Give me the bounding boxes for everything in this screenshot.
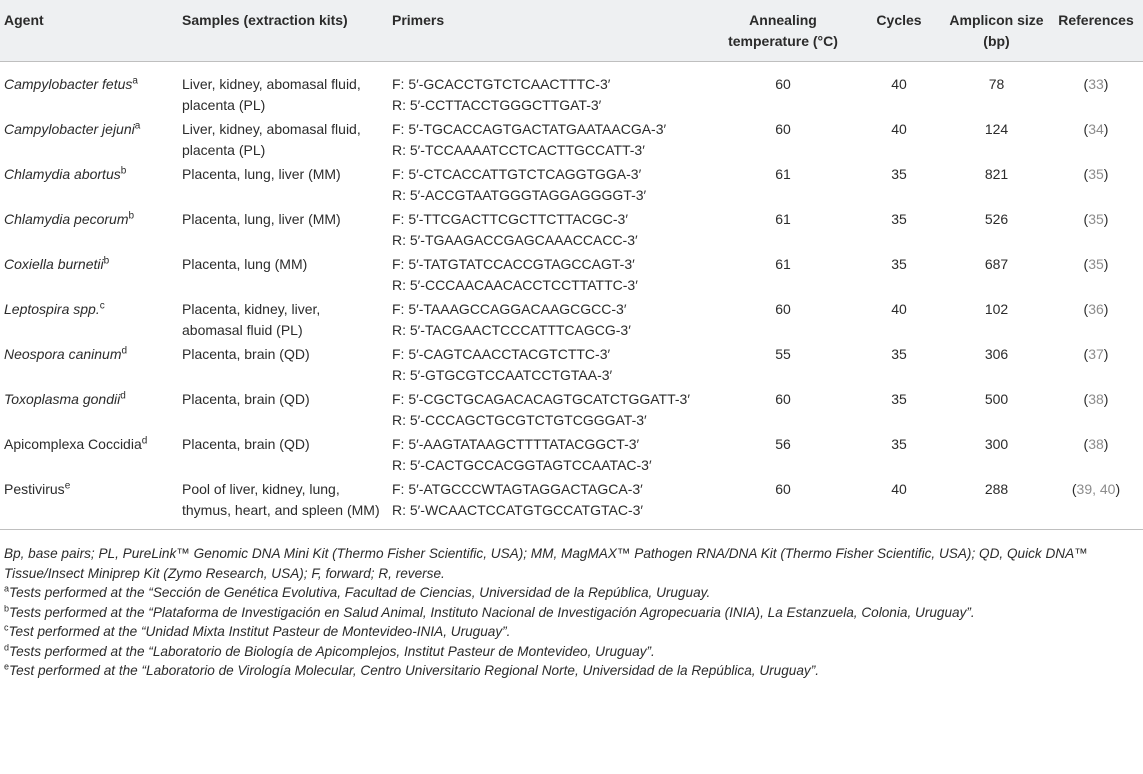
footnote-item (4, 661, 1139, 681)
footnote-marker: b (128, 210, 135, 222)
footnote-marker: b (120, 165, 127, 177)
cell-amplicon: 78 (988, 76, 1005, 92)
footnote-mark: b (4, 602, 10, 613)
cell-samples: Placenta, brain (QD) (182, 391, 310, 407)
table-row (0, 296, 1143, 341)
table-row (0, 62, 1143, 117)
cell-amplicon: 102 (984, 301, 1009, 317)
primer-reverse: R: 5′-GTGCGTCCAATCCTGTAA-3′ (392, 367, 613, 383)
cell-agent (0, 431, 178, 476)
footnote-marker: a (134, 120, 141, 132)
cell-amplicon: 687 (984, 256, 1009, 272)
reference-link[interactable]: 34 (1088, 121, 1104, 137)
reference-link[interactable]: 33 (1088, 76, 1104, 92)
footnote-text: Tests performed at the “Sección de Genética Evolutiva, Facultad de Ciencias, Universidad de la República, Uruguay. (9, 585, 711, 600)
cell-agent (0, 62, 178, 117)
cell-samples: Placenta, brain (QD) (182, 436, 310, 452)
footnote-mark: d (4, 641, 10, 652)
footnote-item (4, 603, 1139, 623)
reference-link[interactable]: 37 (1088, 346, 1104, 362)
agent-name: Toxoplasma gondii (4, 391, 121, 407)
primer-forward: F: 5′-TATGTATCCACCGTAGCCAGT-3′ (392, 256, 635, 272)
cell-primers (388, 296, 712, 341)
cell-samples: Liver, kidney, abomasal fluid, placenta (PL) (182, 76, 361, 113)
primer-forward: F: 5′-TTCGACTTCGCTTCTTACGC-3′ (392, 211, 628, 227)
cell-samples: Placenta, lung, liver (MM) (182, 211, 341, 227)
cell-amplicon: 306 (984, 346, 1009, 362)
cell-references: (33) (1083, 76, 1109, 92)
cell-cycles: 40 (891, 121, 907, 137)
cell-agent (0, 206, 178, 251)
cell-primers (388, 161, 712, 206)
primer-forward: F: 5′-ATGCCCWTAGTAGGACTAGCA-3′ (392, 481, 643, 497)
table-row (0, 161, 1143, 206)
cell-references: (35) (1083, 256, 1109, 272)
header-annealing: Annealing temperature (°C) (728, 12, 838, 49)
footnote-marker: d (121, 345, 128, 357)
agent-name: Chlamydia pecorum (4, 211, 129, 227)
cell-agent (0, 476, 178, 530)
agent-name: Campylobacter fetus (4, 76, 133, 92)
cell-amplicon: 821 (984, 166, 1009, 182)
agent-name: Neospora caninum (4, 346, 122, 362)
cell-primers (388, 116, 712, 161)
footnote-item (4, 622, 1139, 642)
header-cycles: Cycles (876, 12, 922, 28)
reference-link[interactable]: 39, 40 (1076, 481, 1116, 497)
cell-references: (37) (1083, 346, 1109, 362)
footnote-marker: e (64, 480, 71, 492)
footnote-marker: d (141, 435, 148, 447)
primer-reverse: R: 5′-ACCGTAATGGGTAGGAGGGGT-3′ (392, 187, 647, 203)
reference-link[interactable]: 38 (1088, 391, 1104, 407)
cell-amplicon: 500 (984, 391, 1009, 407)
cell-agent (0, 161, 178, 206)
cell-cycles: 35 (891, 211, 907, 227)
footnote-marker: c (99, 300, 105, 312)
cell-samples: Placenta, kidney, liver, abomasal fluid (PL) (182, 301, 321, 338)
cell-amplicon: 526 (984, 211, 1009, 227)
cell-agent (0, 386, 178, 431)
cell-samples: Placenta, lung, liver (MM) (182, 166, 341, 182)
cell-cycles: 35 (891, 391, 907, 407)
cell-annealing: 61 (775, 166, 791, 182)
agent-name: Leptospira spp. (4, 301, 100, 317)
agent-name: Campylobacter jejuni (4, 121, 135, 137)
table-row (0, 386, 1143, 431)
table-row (0, 116, 1143, 161)
footnote-text: Test performed at the “Unidad Mixta Institut Pasteur de Montevideo-INIA, Uruguay”. (8, 624, 511, 639)
cell-references: (38) (1083, 436, 1109, 452)
primer-forward: F: 5′-CTCACCATTGTCTCAGGTGGA-3′ (392, 166, 642, 182)
agent-name: Chlamydia abortus (4, 166, 121, 182)
cell-samples: Pool of liver, kidney, lung, thymus, heart, and spleen (MM) (182, 481, 380, 518)
primer-forward: F: 5′-GCACCTGTCTCAACTTTC-3′ (392, 76, 611, 92)
reference-link[interactable]: 35 (1088, 166, 1104, 182)
cell-annealing: 60 (775, 76, 791, 92)
header-agent: Agent (4, 12, 44, 28)
table-row (0, 431, 1143, 476)
footnote-text: Test performed at the “Laboratorio de Virología Molecular, Centro Universitario Regional Norte, Universidad de la República, Uruguay”. (9, 663, 820, 678)
cell-amplicon: 300 (984, 436, 1009, 452)
cell-references: (35) (1083, 166, 1109, 182)
cell-annealing: 60 (775, 391, 791, 407)
primer-reverse: R: 5′-TACGAACTCCCATTTCAGCG-3′ (392, 322, 631, 338)
table-body (0, 62, 1143, 530)
footnote-item (4, 642, 1139, 662)
footnote-text: Tests performed at the “Plataforma de Investigación en Salud Animal, Instituto Nacional de Investigación Agropecuaria (INIA), La Estanzuela, Colonia, Uruguay”. (9, 604, 975, 620)
table-row (0, 251, 1143, 296)
primer-forward: F: 5′-TGCACCAGTGACTATGAATAACGA-3′ (392, 121, 667, 137)
cell-annealing: 60 (775, 481, 791, 497)
cell-annealing: 55 (775, 346, 791, 362)
footnote-item (4, 583, 1139, 603)
cell-amplicon: 124 (984, 121, 1009, 137)
cell-primers (388, 251, 712, 296)
cell-agent (0, 251, 178, 296)
primer-reverse: R: 5′-CCTTACCTGGGCTTGAT-3′ (392, 97, 602, 113)
cell-amplicon: 288 (984, 481, 1009, 497)
agent-name: Apicomplexa Coccidia (4, 436, 142, 452)
reference-link[interactable]: 36 (1088, 301, 1104, 317)
cell-annealing: 56 (775, 436, 791, 452)
cell-primers (388, 341, 712, 386)
cell-references: (35) (1083, 211, 1109, 227)
agent-name: Pestivirus (4, 481, 65, 497)
cell-annealing: 60 (775, 121, 791, 137)
cell-references: (36) (1083, 301, 1109, 317)
cell-primers (388, 386, 712, 431)
cell-cycles: 35 (891, 256, 907, 272)
cell-primers (388, 431, 712, 476)
cell-primers (388, 476, 712, 530)
primer-reverse: R: 5′-TCCAAAATCCTCACTTGCCATT-3′ (392, 142, 645, 158)
header-amplicon: Amplicon size (bp) (949, 12, 1044, 49)
table-footnotes (0, 530, 1143, 681)
primer-forward: F: 5′-CGCTGCAGACACAGTGCATCTGGATT-3′ (392, 391, 690, 407)
table-row (0, 341, 1143, 386)
footnote-abbreviations: Bp, base pairs; PL, PureLink™ Genomic DNA Mini Kit (Thermo Fisher Scientific, USA); MM, MagMAX™ Pathogen RNA/DNA Kit (Thermo Fisher Scientific, USA); QD, Quick DNA™ Tissue/Insect Miniprep Kit (Zymo Research, USA); F, forward; R, reverse. (4, 546, 1088, 581)
footnote-mark: a (4, 583, 10, 594)
cell-annealing: 60 (775, 301, 791, 317)
cell-references: (39, 40) (1071, 481, 1121, 497)
footnote-text: Tests performed at the “Laboratorio de Biología de Apicomplejos, Institut Pasteur de Montevideo, Uruguay”. (9, 643, 655, 659)
primer-forward: F: 5′-AAGTATAAGCTTTTATACGGCT-3′ (392, 436, 640, 452)
cell-primers (388, 206, 712, 251)
cell-cycles: 40 (891, 301, 907, 317)
cell-cycles: 35 (891, 436, 907, 452)
primer-reverse: R: 5′-WCAACTCCATGTGCCATGTAC-3′ (392, 502, 644, 518)
table-row (0, 206, 1143, 251)
footnote-marker: d (120, 390, 126, 402)
primer-forward: F: 5′-CAGTCAACCTACGTCTTC-3′ (392, 346, 611, 362)
cell-primers (388, 62, 712, 117)
cell-references: (34) (1083, 121, 1109, 137)
footnote-list (4, 583, 1139, 681)
cell-cycles: 40 (891, 481, 907, 497)
footnote-marker: a (132, 75, 138, 87)
primer-reverse: R: 5′-TGAAGACCGAGCAAACCACC-3′ (392, 232, 638, 248)
cell-references: (38) (1083, 391, 1109, 407)
reference-link[interactable]: 38 (1088, 436, 1104, 452)
cell-annealing: 61 (775, 211, 791, 227)
footnote-mark: c (4, 622, 9, 633)
header-references: References (1058, 12, 1134, 28)
footnote-mark: e (4, 661, 10, 672)
cell-agent (0, 341, 178, 386)
primer-reverse: R: 5′-CCCAACAACACCTCCTTATTC-3′ (392, 277, 638, 293)
primer-reverse: R: 5′-CCCAGCTGCGTCTGTCGGGAT-3′ (392, 412, 647, 428)
table-header (0, 0, 1143, 62)
primer-forward: F: 5′-TAAAGCCAGGACAAGCGCC-3′ (392, 301, 627, 317)
cell-samples: Liver, kidney, abomasal fluid, placenta (PL) (182, 121, 361, 158)
cell-cycles: 35 (891, 166, 907, 182)
table-row (0, 476, 1143, 530)
cell-annealing: 61 (775, 256, 791, 272)
cell-samples: Placenta, brain (QD) (182, 346, 310, 362)
primer-reverse: R: 5′-CACTGCCACGGTAGTCCAATAC-3′ (392, 457, 652, 473)
header-samples: Samples (extraction kits) (182, 12, 348, 28)
reference-link[interactable]: 35 (1088, 211, 1104, 227)
cell-cycles: 35 (891, 346, 907, 362)
reference-link[interactable]: 35 (1088, 256, 1104, 272)
cell-cycles: 40 (891, 76, 907, 92)
cell-agent (0, 296, 178, 341)
footnote-marker: b (103, 255, 110, 267)
header-primers: Primers (392, 12, 445, 28)
agent-name: Coxiella burnetii (4, 256, 104, 272)
cell-agent (0, 116, 178, 161)
cell-samples: Placenta, lung (MM) (182, 256, 308, 272)
